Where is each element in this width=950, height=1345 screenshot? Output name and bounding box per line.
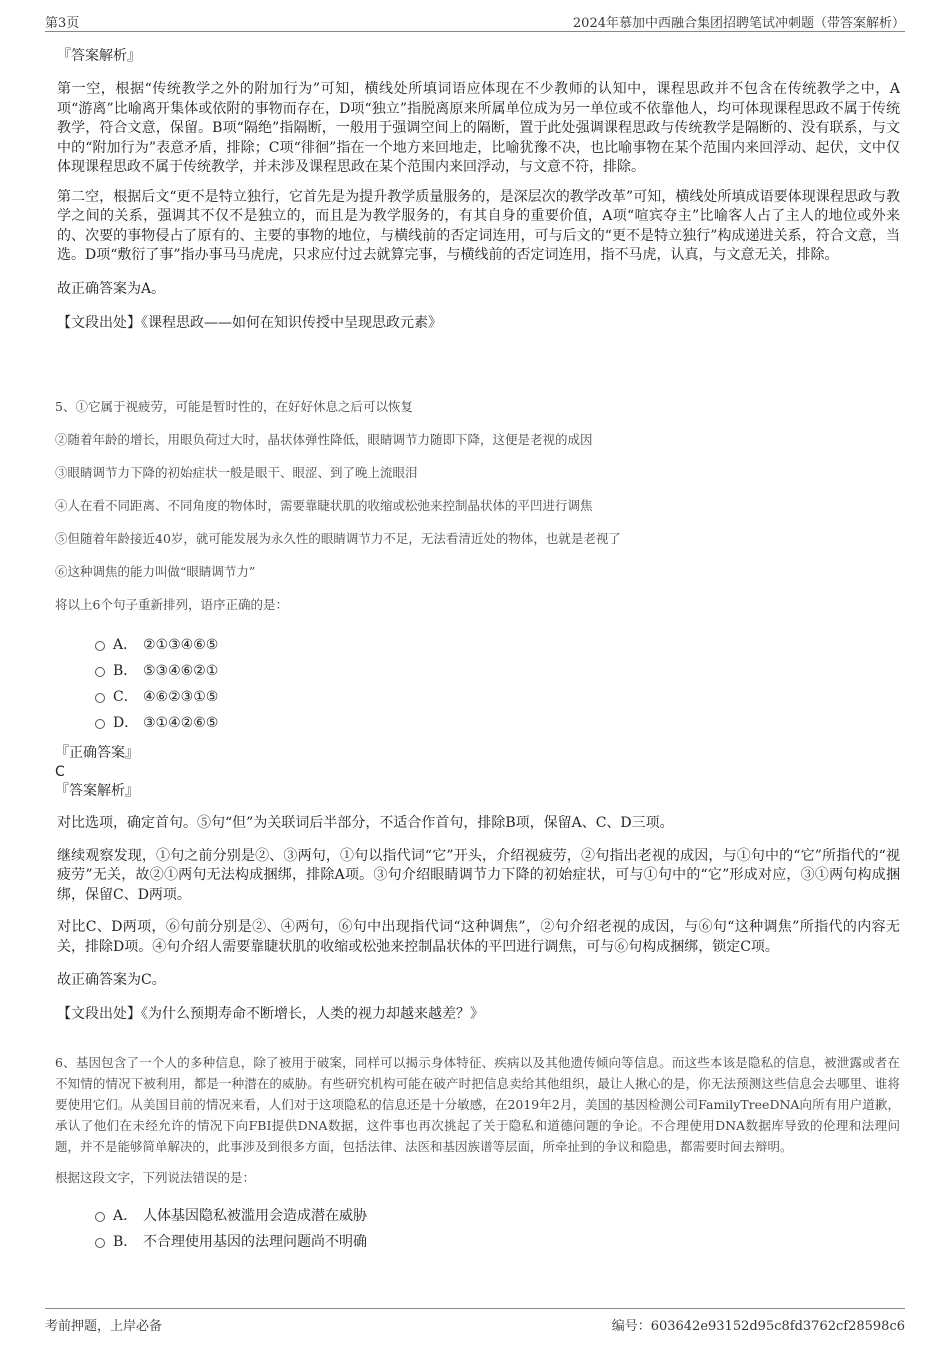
- q5-sentence-5: ⑤但随着年龄接近40岁，就可能发展为永久性的眼睛调节力不足，无法看清近处的物体，也就是老视了: [55, 531, 621, 546]
- q5-option-c[interactable]: [55, 684, 900, 710]
- option-letter: D．: [113, 715, 139, 731]
- q4-analysis-para-2: 第二空，根据后文“更不是特立独行，它首先是为提升教学质量服务的，是深层次的教学改革”可知，横线处所填成语要体现课程思政与教学之间的关系，强调其不仅不是独立的，而且是为教学服务的，有其自身的重要价值，A项“喧宾夺主”比喻客人占了主人的地位或外来的、次要的事物侵占了原有的、主要的事物的地位，与横线前的否定词连用，可与后文的“更不是特立独行”构成递进关系，符合文意，当选。D项“敷衍了事”指办事马马虎虎，只求应付过去就算完事，与横线前的否定词连用，指不马虎，认真，与文意无关，排除。: [57, 188, 900, 263]
- q6-prompt: 根据这段文字，下列说法错误的是：: [55, 1170, 256, 1185]
- option-letter: C．: [113, 689, 138, 705]
- q5-sentence-6: ⑥这种调焦的能力叫做“眼睛调节力”: [55, 564, 256, 579]
- q5-sentence-1: 5、①它属于视疲劳，可能是暂时性的，在好好休息之后可以恢复: [55, 399, 413, 414]
- document-id: 编号：603642e93152d95c8fd3762cf28598c6: [611, 1319, 905, 1334]
- q5-option-a[interactable]: [55, 632, 900, 658]
- radio-icon[interactable]: [95, 693, 105, 703]
- q4-analysis-para-1: 第一空，根据“传统教学之外的附加行为”可知，横线处所填词语应体现在不少教师的认知中，课程思政并不包含在传统教学之中，A项“游离”比喻离开集体或依附的事物而存在，D项“独立”指脱离原来所属单位成为另一单位或不依靠他人，均可体现课程思政不属于传统教学，符合文意，保留。B项“隔绝”指隔断，一般用于强调空间上的隔断，置于此处强调课程思政与传统教学是隔断的、没有联系，与文中的“附加行为”表意矛盾，排除；C项“徘徊”指在一个地方来回地走，比喻犹豫不决，也比喻事物在某个范围内来回浮动、起伏，文中仅体现课程思政不属于传统教学，并未涉及课程思政在某个范围内来回浮动，与文意不符，排除。: [57, 81, 900, 175]
- document-title: 2024年慕加中西融合集团招聘笔试冲刺题（带答案解析）: [572, 16, 905, 31]
- option-text: 人体基因隐私被滥用会造成潜在威胁: [143, 1208, 367, 1224]
- q4-conclusion: 故正确答案为A。: [57, 280, 166, 297]
- q5-correct-answer: C: [55, 764, 65, 780]
- page-number: 第3页: [45, 16, 80, 31]
- option-text: ④⑥②③①⑤: [143, 689, 219, 705]
- page-header: [45, 10, 905, 32]
- q5-source: 【文段出处】《为什么预期寿命不断增长，人类的视力却越来越差？》: [57, 1005, 484, 1022]
- question-5: [55, 398, 900, 1024]
- q5-prompt: 将以上6个句子重新排列，语序正确的是：: [55, 597, 288, 612]
- page-footer: [45, 1308, 905, 1334]
- option-text: 不合理使用基因的法理问题尚不明确: [143, 1234, 367, 1250]
- q6-option-b[interactable]: [55, 1229, 900, 1255]
- q5-analysis-para-3: 对比C、D两项，⑥句前分别是②、④两句，⑥句中出现指代词“这种调焦”，②句介绍老视的成因，与⑥句“这种调焦”所指代的内容无关，排除D项。④句介绍人需要靠睫状肌的收缩或松弛来控制晶状体的平凹进行调焦，可与⑥句构成捆绑，锁定C项。: [57, 919, 900, 955]
- q4-source: 【文段出处】《课程思政——如何在知识传授中呈现思政元素》: [57, 315, 442, 331]
- radio-icon[interactable]: [95, 1212, 105, 1222]
- radio-icon[interactable]: [95, 667, 105, 677]
- radio-icon[interactable]: [95, 1238, 105, 1248]
- question-6: [55, 1052, 900, 1255]
- option-text: ⑤③④⑥②①: [143, 663, 219, 679]
- q6-option-a[interactable]: [55, 1203, 900, 1229]
- option-letter: B．: [113, 1234, 138, 1250]
- option-letter: B．: [113, 663, 138, 679]
- q5-options: [55, 632, 900, 736]
- q5-option-d[interactable]: [55, 710, 900, 736]
- q5-analysis-para-2: 继续观察发现，①句之前分别是②、③两句，①句以指代词“它”开头，介绍视疲劳，②句指出老视的成因，与①句中的“它”所指代的“视疲劳”无关，故②①两句无法构成捆绑，排除A项。③句介绍眼睛调节力下降的初始症状，可与①句中的“它”形成对应，③①两句构成捆绑，保留C、D两项。: [57, 847, 900, 903]
- option-text: ③①④②⑥⑤: [143, 715, 219, 731]
- q5-option-b[interactable]: [55, 658, 900, 684]
- q5-sentence-2: ②随着年龄的增长，用眼负荷过大时，晶状体弹性降低，眼睛调节力随即下降，这便是老视的成因: [55, 432, 593, 447]
- page-content: [55, 42, 900, 1250]
- q4-analysis-label: 『答案解析』: [57, 48, 141, 64]
- option-text: ②①③④⑥⑤: [143, 637, 219, 653]
- radio-icon[interactable]: [95, 719, 105, 729]
- option-letter: A．: [113, 637, 138, 653]
- q5-analysis-para-1: 对比选项，确定首句。⑤句“但”为关联词后半部分，不适合作首句，排除B项，保留A、C、D三项。: [57, 815, 674, 831]
- q5-conclusion: 故正确答案为C。: [57, 972, 166, 988]
- radio-icon[interactable]: [95, 641, 105, 651]
- q5-sentence-4: ④人在看不同距离、不同角度的物体时，需要靠睫状肌的收缩或松弛来控制晶状体的平凹进行调焦: [55, 498, 593, 513]
- q5-analysis-label: 『答案解析』: [55, 783, 139, 799]
- option-letter: A．: [113, 1208, 138, 1224]
- footer-slogan: 考前押题，上岸必备: [45, 1319, 163, 1334]
- q5-correct-label: 『正确答案』: [55, 745, 139, 761]
- q6-options: [55, 1203, 900, 1255]
- q6-passage: 6、基因包含了一个人的多种信息，除了被用于破案，同样可以揭示身体特征、疾病以及其他遗传倾向等信息。而这些本该是隐私的信息，被泄露或者在不知情的情况下被利用，都是一种潜在的威胁。有些研究机构可能在破产时把信息卖给其他组织，最让人揪心的是，你无法预测这些信息会去哪里、谁将要使用它们。从美国目前的情况来看，人们对于这项隐私的信息还是十分敏感，在2019年2月，美国的基因检测公司FamilyTreeDNA向所有用户道歉，承认了他们在未经允许的情况下向FBI提供DNA数据，这件事也再次挑起了关于隐私和道德问题的争论。不合理使用DNA数据库导致的伦理和法理问题，并不是能够简单解决的，此事涉及到很多方面，包括法律、法医和基因族谱等层面，所牵扯到的争议和隐患，都需要时间去辩明。: [55, 1055, 900, 1154]
- q5-sentence-3: ③眼睛调节力下降的初始症状一般是眼干、眼涩、到了晚上流眼泪: [55, 465, 418, 480]
